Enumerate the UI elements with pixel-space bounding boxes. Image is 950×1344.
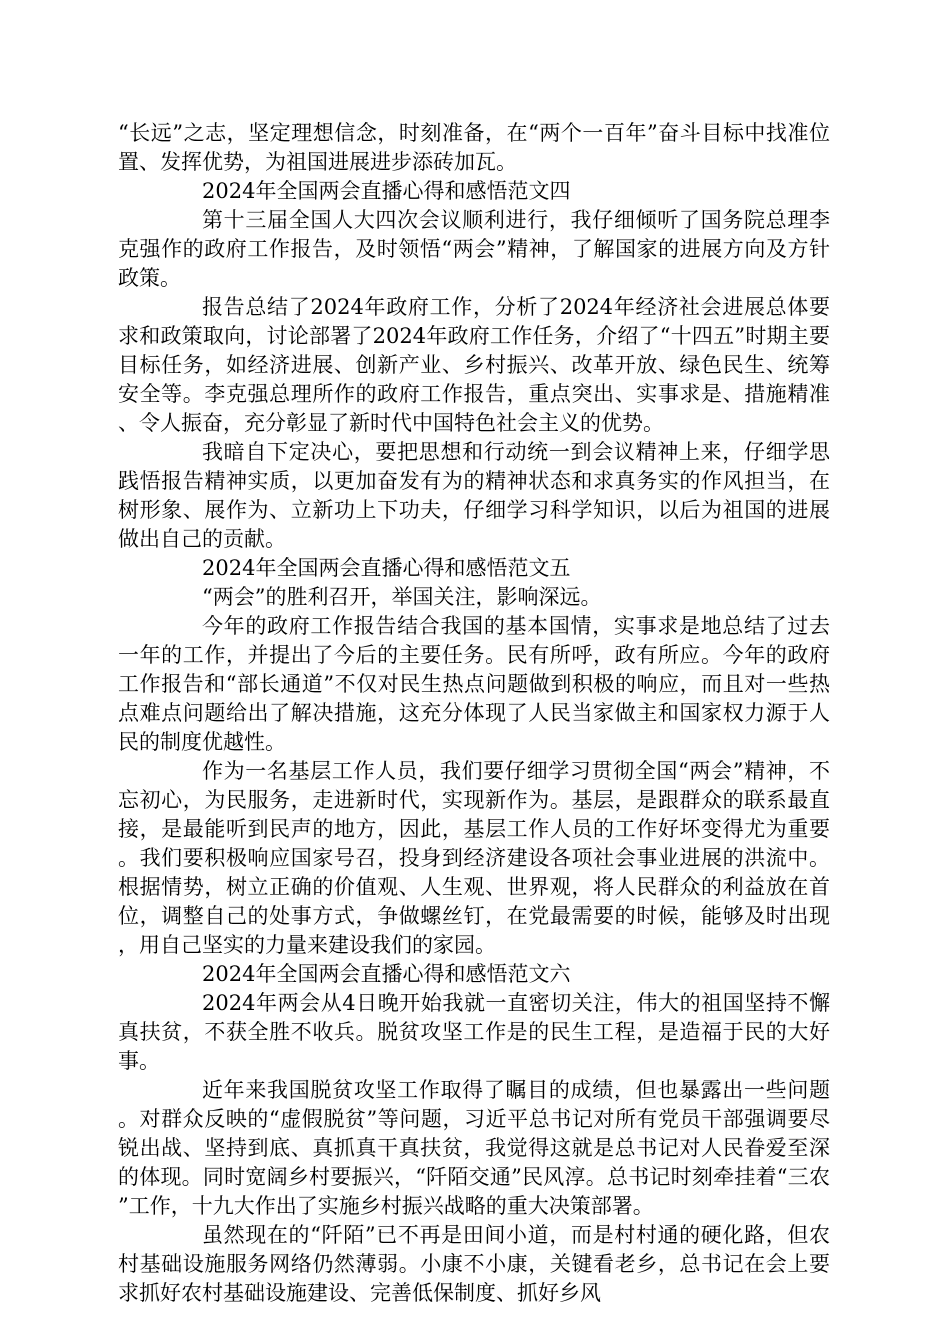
- document-page: [118, 119, 830, 1308]
- paragraph: 报告总结了2024年政府工作，分析了2024年经济社会进展总体要求和政策取向，讨论部署了2024年政府工作任务，介绍了“十四五”时期主要目标任务，如经济进展、创新产业、乡村振兴、改革开放、绿色民生、统筹安全等。李克强总理所作的政府工作报告，重点突出、实事求是、措施精准、令人振奋，充分彰显了新时代中国特色社会主义的优势。: [118, 295, 830, 435]
- paragraph: 第十三届全国人大四次会议顺利进行，我仔细倾听了国务院总理李克强作的政府工作报告，及时领悟“两会”精神，了解国家的进展方向及方针政策。: [118, 208, 830, 290]
- paragraph: 今年的政府工作报告结合我国的基本国情，实事求是地总结了过去一年的工作，并提出了今后的主要任务。民有所呼，政有所应。今年的政府工作报告和“部长通道”不仅对民生热点问题做到积极的响应，而且对一些热点难点问题给出了解决措施，这充分体现了人民当家做主和国家权力源于人民的制度优越性。: [118, 614, 830, 754]
- section-heading-5: 2024年全国两会直播心得和感悟范文五: [202, 556, 571, 580]
- paragraph: “两会”的胜利召开，举国关注，影响深远。: [202, 585, 602, 609]
- paragraph: 近年来我国脱贫攻坚工作取得了瞩目的成绩，但也暴露出一些问题。对群众反映的“虚假脱贫”等问题，习近平总书记对所有党员干部强调要尽锐出战、坚持到底、真抓真干真扶贫，我觉得这就是总书记对人民眷爱至深的体现。同时宽阔乡村要振兴，“阡陌交通”民风淳。总书记时刻牵挂着“三农”工作，十九大作出了实施乡村振兴战略的重大决策部署。: [118, 1078, 830, 1218]
- paragraph-continuation: “长远”之志，坚定理想信念，时刻准备，在“两个一百年”奋斗目标中找准位置、发挥优势，为祖国进展进步添砖加瓦。: [118, 121, 830, 174]
- section-heading-4: 2024年全国两会直播心得和感悟范文四: [202, 179, 571, 203]
- paragraph: 作为一名基层工作人员，我们要仔细学习贯彻全国“两会”精神，不忘初心，为民服务，走进新时代，实现新作为。基层，是跟群众的联系最直接，是最能听到民声的地方，因此，基层工作人员的工作好坏变得尤为重要。我们要积极响应国家号召，投身到经济建设各项社会事业进展的洪流中。根据情势，树立正确的价值观、人生观、世界观，将人民群众的利益放在首位，调整自己的处事方式，争做螺丝钉，在党最需要的时候，能够及时出现，用自己坚实的力量来建设我们的家园。: [118, 759, 830, 957]
- paragraph: 虽然现在的“阡陌”已不再是田间小道，而是村村通的硬化路，但农村基础设施服务网络仍然薄弱。小康不小康，关键看老乡，总书记在会上要求抓好农村基础设施建设、完善低保制度、抓好乡风: [118, 1223, 830, 1305]
- section-heading-6: 2024年全国两会直播心得和感悟范文六: [202, 962, 571, 986]
- paragraph: 我暗自下定决心，要把思想和行动统一到会议精神上来，仔细学思践悟报告精神实质，以更加奋发有为的精神状态和求真务实的作风担当，在树形象、展作为、立新功上下功夫，仔细学习科学知识，以后为祖国的进展做出自己的贡献。: [118, 440, 830, 551]
- paragraph: 2024年两会从4日晚开始我就一直密切关注，伟大的祖国坚持不懈真扶贫，不获全胜不收兵。脱贫攻坚工作是的民生工程，是造福于民的大好事。: [118, 991, 830, 1073]
